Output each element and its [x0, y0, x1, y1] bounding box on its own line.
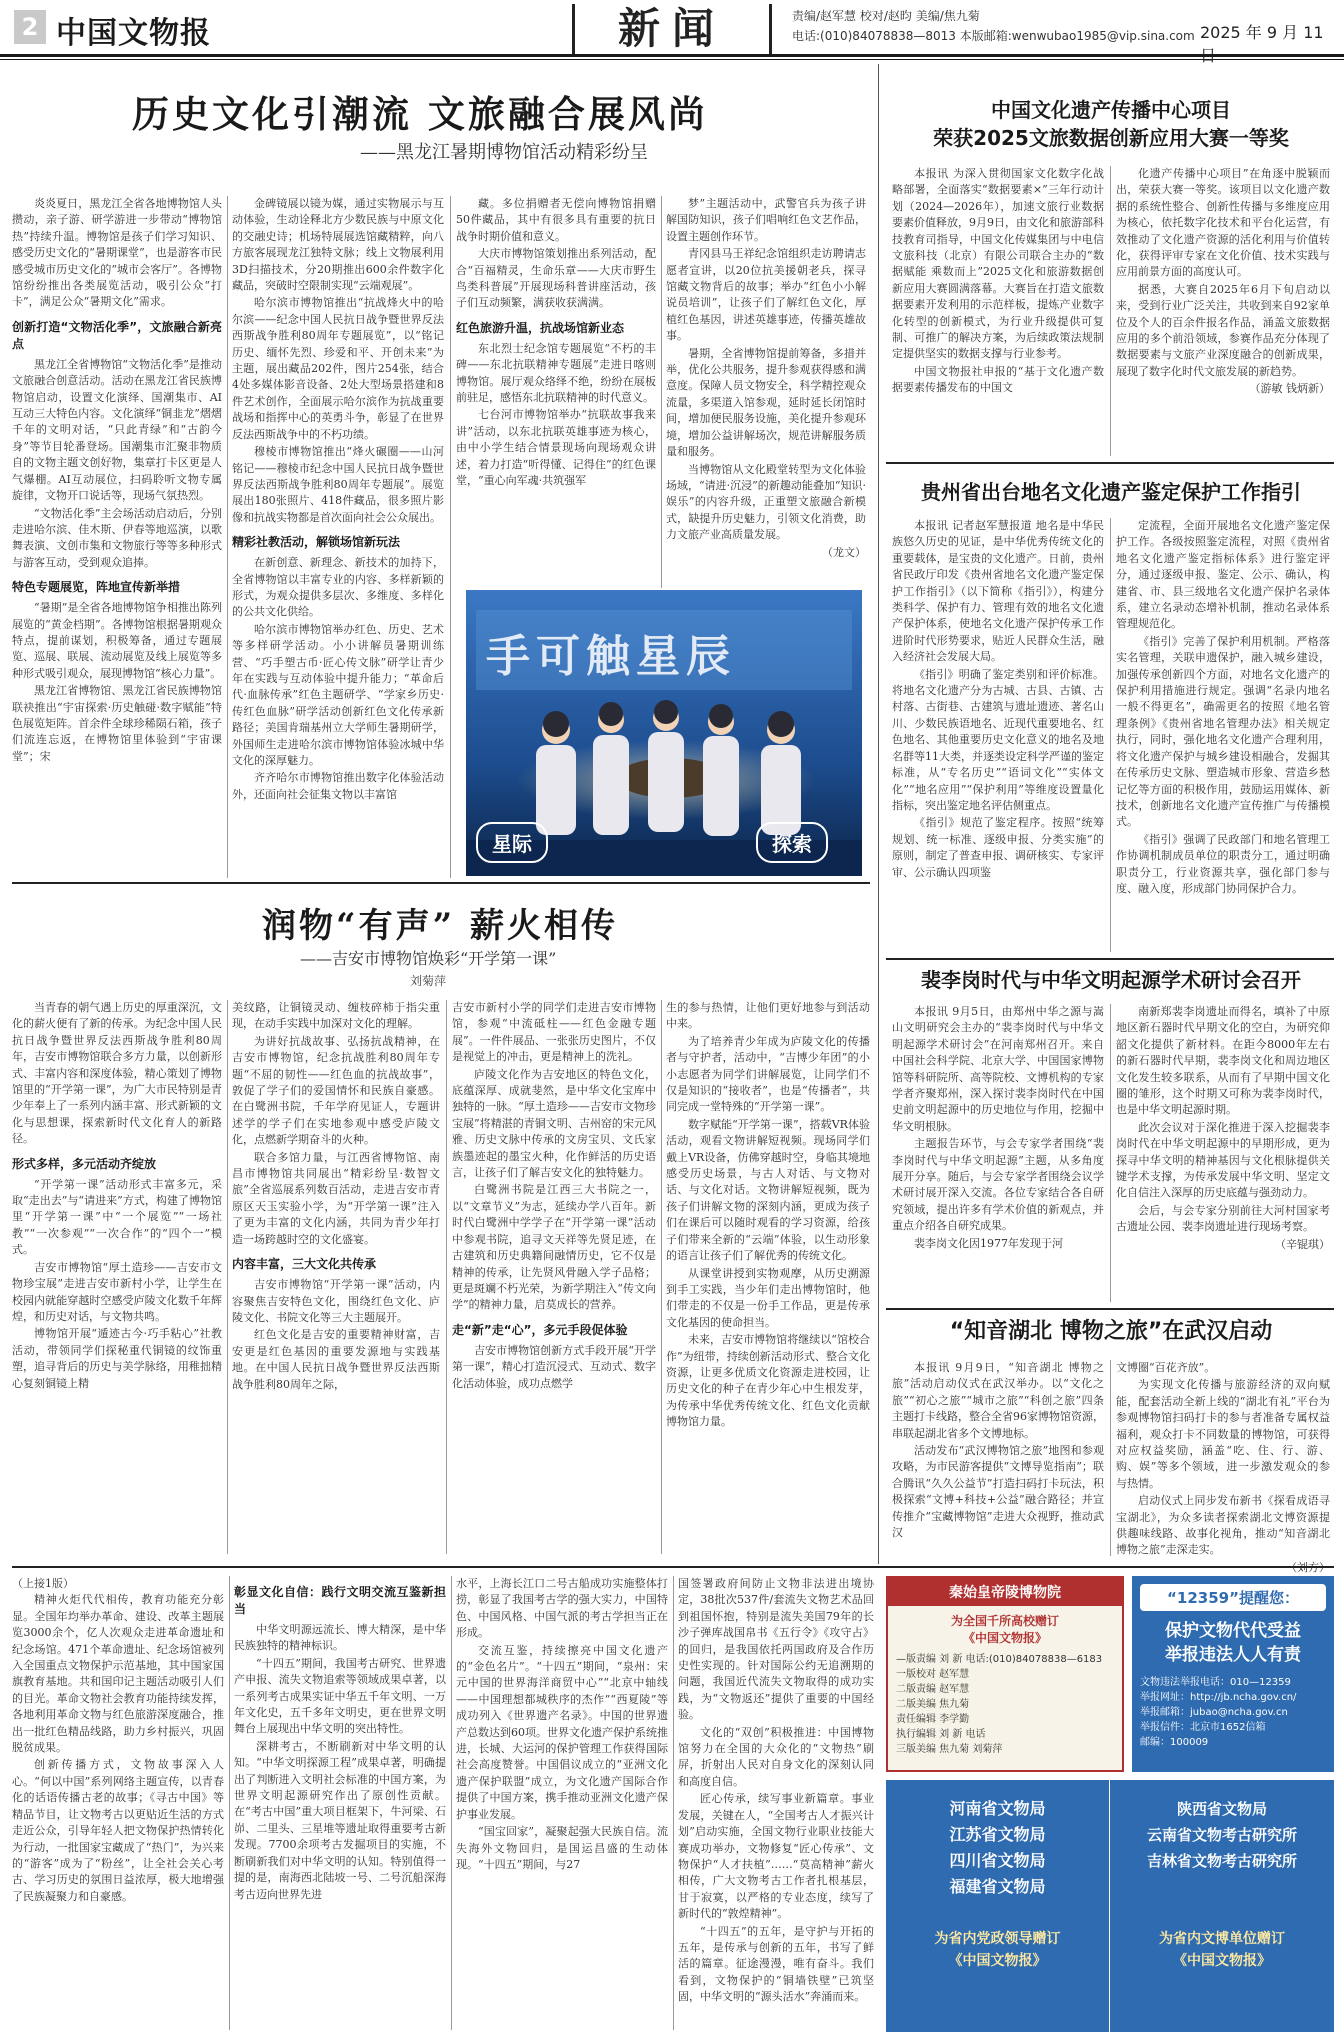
- column-divider: [673, 1576, 674, 2030]
- paragraph: “十四五”期间，我国考古研究、世界遗产申报、流失文物追索等领域成果卓著，以一系列考古成果实证中华五千年文明、一万年文化史，五千多年文明史，更在世界文明舞台上展现出中华文明的突出特性。: [234, 1656, 446, 1736]
- paragraph: 本报讯 9月9日，“知音湖北 博物之旅”活动启动仪式在武汉举办。以“文化之旅”“初心之旅”“城市之旅”“科创之旅”四条主题打卡线路，整合全省96家博物馆资源，串联起湖北省多个文博地标。: [892, 1361, 1104, 1440]
- column-divider: [1110, 166, 1111, 456]
- column-divider: [229, 1576, 230, 2030]
- paragraph: 据悉，大赛自2025年6月下旬启动以来，受到行业广泛关注，共收到来自92家单位及个人的百余件报名作品，涌盖文旅数据应用的多个前沿领域，参赛作品充分体现了数据要素与文旅产业深度融合的创新成果，展现了数字化时代文旅发展的新趋势。: [1116, 282, 1330, 378]
- article4-author: （辛锟琪）: [1275, 1237, 1330, 1251]
- paragraph: 为讲好抗战故事、弘扬抗战精神，在吉安市博物馆，纪念抗战胜利80周年专题“不屈的韧性——红色血的抗战故事”，敦促了学子们的爱国情怀和民族自豪感。在白鹭洲书院，千年学府见证人，专题讲述学的学子们在实地参观中感受庐陵文化，点燃新学期奋斗的火种。: [232, 1034, 440, 1147]
- article-separator: [886, 462, 1334, 464]
- continued-note: （上接1版）: [12, 1577, 74, 1590]
- photo-sign-text: 手可触星辰: [486, 631, 736, 682]
- ad-museum-subtitle: 为全国千所高校赠订: [950, 1614, 1059, 1628]
- column-divider: [1110, 1360, 1111, 1556]
- article5-author: [1116, 1560, 1330, 1576]
- bureau-name: 吉林省文物考古研究所: [1146, 1852, 1297, 1870]
- paragraph: 文博圈“百花齐放”。: [1116, 1361, 1216, 1374]
- paragraph: 精神火炬代代相传，教育功能充分彰显。全国年均举办革命、建设、改革主题展览3000余个，亿人次观众走进革命遗址和纪念场馆。471个革命遗址、纪念场馆被列入全国重点文物保护示范基地，其中国家国旗教育基地。共和国印记主题活动吸引人们的目光。革命文物社会教育功能持续发挥，各地利用革命文物与红色旅游深度融合，推出一批红色精品线路，助力乡村振兴，巩固脱贫成果。: [12, 1593, 224, 1755]
- article1-author: （龙文）: [822, 545, 866, 559]
- article6-subhead-2: 内容丰富，三大文化共传承: [232, 1257, 377, 1272]
- paragraph: 在新创意、新理念、新技术的加持下，全省博物馆以丰富专业的内容、多样新颖的形式，为观众提供多层次、多维度、多样化的公共文化供给。: [232, 556, 444, 619]
- article7-col2: [234, 1576, 446, 2032]
- article1-subhead-4: 红色旅游升温，抗战场馆新业态: [456, 320, 625, 335]
- column-divider: [227, 1000, 228, 1554]
- bureau-name: 江苏省文物局: [949, 1825, 1046, 1844]
- ad-museum-subtitle2: 《中国文物报》: [962, 1631, 1047, 1645]
- article1-subhead-2: 特色专题展览，阵地宣传新举措: [12, 580, 181, 595]
- exhibition-photo: [466, 590, 862, 876]
- paragraph: 白鹭洲书院是江西三大书院之一，以“文章节义”为志，延续办学八百年。新时代白鹭洲中学学子在“开学第一课”活动中参观书院，追寻文天祥等先贤足迹，在古建筑和历史典籍间融情历史，它不仅是精神的传承，让先贤风骨融入学子品格；更是斑斓不朽光荣，为新学期注入“传文向学”的精神力量，启莫成长的营养。: [452, 1183, 656, 1312]
- staff-line: 责任编辑 李学勤: [896, 1714, 970, 1725]
- paragraph: 齐齐哈尔市博物馆推出数字化体验活动外，还面向社会征集文物以丰富馆: [232, 771, 444, 801]
- paragraph: 从课堂讲授到实物观摩，从历史溯源到手工实践，当少年们走出博物馆时，他们带走的不仅是一份手工作品，更是传承文化基因的使命担当。: [666, 1266, 870, 1329]
- paragraph: “暑期”是全省各地博物馆争相推出陈列展览的“黄金档期”。各博物馆根据暑期观众特点，提前谋划，积极筹备，通过专题展览、巡展、联展、流动展览及线上展览等多种形式吸引观众，展现博物馆“核心力量”。: [12, 601, 222, 680]
- staff-line: 一版校对 赵军慧: [896, 1669, 970, 1680]
- paragraph: 此次会议对于深化推进于深入挖掘裴李岗时代在中华文明起源中的早期形成，更为探寻中华文明的精神基因与文化根脉提供关键学术支撑，为传承发展中华文明、坚定文化自信注入深厚的历史底蕴与强劲动力。: [1116, 1120, 1330, 1200]
- page-number: 2: [14, 10, 46, 44]
- contact-line: 举报信件：北京市1652信箱: [1140, 1722, 1266, 1733]
- column-divider: [446, 1000, 447, 1554]
- ad-hotline-title: “12359”提醒您：: [1140, 1584, 1326, 1611]
- paragraph: 创新传播方式，文物故事深入人心。“何以中国”系列网络主题宣传，以青春化的话语传播古老的故事；《寻古中国》等精品节目，让文物考古以更贴近生活的方式走近公众，引导年轻人把文物保护热情转化为行动，一批国家宝藏成了“热门”，为兴来的“游客”成为了“粉丝”，让全社会关心考古、学习历史的氛围日益浓厚，极大地增强了民族凝聚力和自豪感。: [12, 1758, 224, 1903]
- contact-line: 邮编：100009: [1140, 1737, 1209, 1748]
- article6-subhead-3: 走“新”走“心”，多元手段促体验: [452, 1322, 628, 1337]
- article6-author: 刘菊萍: [410, 974, 447, 988]
- article3-col2: [1116, 518, 1330, 954]
- article-separator: [12, 882, 870, 884]
- paragraph: 生的参与热情，让他们更好地参与到活动中来。: [666, 1001, 870, 1031]
- paragraph: 当博物馆从文化殿堂转型为文化体验场域，“请进·沉浸”的新趣动能叠加“知识·娱乐”的内容升级，正重塑文旅融合新模式，缺提升历史魅力，引领文化消费，助力文旅产业高质量发展。: [666, 462, 866, 542]
- paragraph: 未来，吉安市博物馆将继续以“馆校合作”为纽带，持续创新活动形式、整合文化资源，让更多优质文化资源走进校园，让历史文化的种子在青少年心中生根发芽，为传承中华优秀传统文化、红色文化贡献博物馆力量。: [666, 1333, 870, 1429]
- paragraph: “国宝回家”，凝聚起强大民族自信。流失海外文物回归，是国运昌盛的生动体现。“十四五”期间，与27: [456, 1825, 668, 1871]
- paragraph: 金碑镜展以镜为媒，通过实物展示与互动体验，生动诠释北方少数民族与中原文化的交融史诗；机场特展展选馆藏精粹，向八方旅客展现龙江独特文脉；线上文物展利用3D扫描技术，分20期推出600余件数字化藏品，突破时空限制实现“云端观展”。: [232, 197, 444, 293]
- paragraph: 数字赋能“开学第一课”，搭载VR体验活动，观看文物讲解短视频。现场同学们戴上VR设备，仿佛穿越时空，身临其境地感受历史场景，与古人对话、与文物对话、与文化对话。文物讲解短视频，既为孩子们讲解文物的深刻内涵，更成为孩子们在课后可以随时观看的学习资源，给孩子们带来全新的“云端”体验，以生动形象的语言让孩子们了解优秀的传统文化。: [666, 1117, 870, 1263]
- paragraph: 本报讯 9月5日，由郑州中华之源与嵩山文明研究会主办的“裴李岗时代与中华文明起源学术研讨会”在河南郑州召开。来自中国社会科学院、北京大学、中国国家博物馆等科研院所、高等院校、文博机构的专家学者齐聚郑州，深入探讨裴李岗时代在中国史前文明起源中的历史地位与作用，挖掘中华文明根脉。: [892, 1005, 1104, 1133]
- bureau-name: 陕西省文物局: [1176, 1800, 1267, 1818]
- paragraph: 为了培养青少年成为庐陵文化的传播者与守护者，活动中，“吉博少年团”的小小志愿者为同学们讲解展览，让同学们不仅是知识的“接收者”，也是“传播者”，共同完成一堂特殊的“开学第一课”。: [666, 1034, 870, 1114]
- bureau-name: 云南省文物考古研究所: [1146, 1826, 1297, 1844]
- article5-col2: [1116, 1360, 1330, 1560]
- ad-caption-right: 为省内文博单位赠订 《中国文物报》: [1159, 1931, 1285, 1969]
- article1-col1: [12, 196, 222, 996]
- article7-col4: [678, 1576, 874, 2032]
- article1-col2: [232, 196, 444, 878]
- photo-chip-right: 探索: [756, 822, 828, 863]
- paragraph: 中华文明源远流长、博大精深，是中华民族独特的精神标识。: [234, 1623, 446, 1653]
- paragraph: 启动仪式上同步发布新书《探看成语寻宝湖北》，为众多读者探索湖北文博资源提供趣味线路、故事化视角，推动“知音湖北 博物之旅”走深走实。: [1116, 1494, 1330, 1557]
- paragraph: 庐陵文化作为吉安地区的特色文化，底蕴深厚、成就斐然，是中华文化宝库中独特的一脉。“厚土造珍——吉安市文物珍宝展”将精湛的青铜文明、吉州窑的宋元风雅、历史文脉中传承的文房宝贝、文氏家族墨迹起的墨宝火种，化作鲜活的历史语言，让孩子们了解吉安文化的独特魅力。: [452, 1067, 656, 1180]
- bureau-list-right: [1110, 1780, 1334, 1874]
- paragraph: 《指引》明确了鉴定类别和评价标准。将地名文化遗产分为古城、古县、古镇、古村落、古街巷、古建筑与遗址遗迹、著名山川、少数民族语地名、近现代重要地名、红色地名、其他重要历史文化意义的地名及地名群等11大类，并逐类设定科学严谨的鉴定标准，从“专名历史”“语词文化”“实体文化”“地名应用”“保护利用”等维度设置量化指标，突出鉴定地名评估侧重点。: [892, 667, 1104, 812]
- article3-col1: [892, 518, 1104, 954]
- paragraph: 黑龙江省博物馆、黑龙江省民族博物馆联袂推出“宇宙探索·历史触碰·数字赋能”特色展览矩阵。首余件全球珍稀陨石箱，孩子们流连忘返，在博物馆里体验到“宇宙课堂”；宋: [12, 684, 222, 763]
- staff-line: 二版责编 赵军慧: [896, 1684, 970, 1695]
- issue-date: 2025 年 9 月 11: [1200, 23, 1324, 42]
- column-divider: [450, 196, 451, 878]
- paragraph: 梦”主题活动中，武警官兵为孩子讲解国防知识，孩子们唱响红色文艺作品，设置主题创作环节。: [666, 197, 866, 243]
- article1-col4: [666, 196, 866, 586]
- article6-subhead-1: 形式多样，多元活动齐绽放: [12, 1156, 157, 1171]
- article6-subheadline: ——吉安市博物馆焕彩“开学第一课”: [300, 949, 557, 968]
- paragraph: 青冈县马王祥纪念馆组织走访聘请志愿者宣讲，以20位抗美援朝老兵，探寻馆藏文物背后的故事；举办“红色小小解说员培训”，让孩子们了解红色文化，厚植红色基因，讲述英雄事迹，传播英雄故事。: [666, 247, 866, 343]
- article2-col2: [1116, 166, 1330, 458]
- ad-subscribers-right: [1110, 1780, 1334, 2032]
- article-separator: [12, 1566, 1334, 1568]
- column-divider: [451, 1576, 452, 2030]
- paragraph: 红色文化是吉安的重要精神财富，吉安更是红色基因的重要发源地与实践基地。在中国人民抗日战争暨世界反法西斯战争胜利80周年之际，: [232, 1328, 440, 1391]
- paragraph: 联合多馆力量，与江西省博物馆、南昌市博物馆共同展出“精彩纷呈·数智文旅”全省巡展系列数百活动，走进吉安市青原区天玉实验小学，为“开学第一课”注入了更为丰富的文化内涵，共同为青少年打造一场跨越时空的文化盛宴。: [232, 1150, 440, 1246]
- article1-subhead-1: 创新打造“文物活化季”，文旅融合新亮点: [12, 319, 222, 351]
- bureau-name: 福建省文物局: [949, 1877, 1046, 1896]
- bureau-name: 河南省文物局: [949, 1799, 1046, 1818]
- paragraph: 吉安市新村小学的同学们走进吉安市博物馆，参观“中流砥柱——红色金融专题展”。一件件展品、一张张历史图片，不仅是视觉上的冲击，更是精神上的洗礼。: [452, 1001, 656, 1064]
- paragraph: 吉安市博物馆“开学第一课”活动，内容聚焦吉安特色文化，围绕红色文化、庐陵文化、书院文化等三大主题展开。: [232, 1278, 440, 1324]
- paragraph: 大庆市博物馆策划推出系列活动，配合“百福精灵，生命乐章——大庆市野生鸟类科普展”开展现场科普讲座活动，孩子们互动频繁，满获收获满满。: [456, 247, 656, 310]
- paragraph: “文物活化季”主会场活动启动后，分别走进哈尔滨、佳木斯、伊春等地巡演，以歌舞表演、文创市集和文物旅行等等多种形式与游客互动，受到观众追捧。: [12, 506, 222, 569]
- column-divider: [661, 1000, 662, 1554]
- column-divider: [227, 196, 228, 878]
- paragraph: “开学第一课”活动形式丰富多元，采取“走出去”与“请进来”方式，构建了博物馆里“开学第一课”中“一个展览”“一场社教”“一次参观”“一次合作”的“四个一”模式。: [12, 1177, 222, 1257]
- article-separator: [886, 1308, 1334, 1310]
- article6-col1: [12, 1000, 222, 1556]
- article1-subhead-3: 精彩社教活动，解锁场馆新玩法: [232, 535, 401, 550]
- paragraph: 文化的“双创”积极推进：中国博物馆努力在全国的大众化的“文物热”刷屏，折射出人民对自身文化的深刻认同和高度自信。: [678, 1725, 874, 1788]
- article4-headline: 裴李岗时代与中华文明起源学术研讨会召开: [921, 968, 1301, 992]
- paragraph: 本报讯 记者赵军慧报道 地名是中华民族悠久历史的见证，是中华优秀传统文化的重要载体，是宝贵的文化遗产。日前，贵州省民政厅印发《贵州省地名文化遗产鉴定保护工作指引》（以下简称《指引》），构建分类科学、保护有力、管理有效的地名文化遗产保护体系，使地名文化遗产保护传承工作进阶时代形势要求，贴近人民群众生活，融入经济社会发展大局。: [892, 519, 1104, 664]
- article6-col4: [666, 1000, 870, 1556]
- article7-col3: [456, 1576, 668, 2032]
- ad-caption-left: 为省内党政领导赠订 《中国文物报》: [934, 1931, 1061, 1969]
- article6-col3: [452, 1000, 656, 1556]
- article1-headline: 历史文化引潮流 文旅融合展风尚: [132, 92, 708, 136]
- staff-line: —版责编 刘 新 电话:(010)84078838—6183: [896, 1654, 1103, 1665]
- article1-subheadline: ——黑龙江暑期博物馆活动精彩纷呈: [360, 142, 648, 163]
- staff-line: 三版美编 焦九菊 刘菊萍: [896, 1744, 1003, 1755]
- ad-subscribers-left: [886, 1780, 1110, 2032]
- column-divider: [1110, 518, 1111, 952]
- article-separator: [886, 958, 1334, 960]
- paragraph: 为实现文化传播与旅游经济的双向赋能，配套活动全新上线的“湖北有礼”平台为参观博物馆扫码打卡的参与者准备专属权益福利，观众打卡不同数量的博物馆，可获得对应权益奖励，涵盖“吃、住、行、游、购、娱”等多个领域，进一步激发观众的参与热情。: [1116, 1378, 1330, 1490]
- bureau-name: 四川省文物局: [949, 1851, 1046, 1870]
- ad-museum-staff-list: [888, 1652, 1122, 1757]
- paragraph: 活动发布“武汉博物馆之旅”地图和参观攻略，为市民游客提供“文博导览指南”；联合腾讯“久久公益节”打造扫码打卡玩法，积极探索“文博+科技+公益”融合路径；并宣传推介“宝藏博物馆”走进大众视野，推动武汉: [892, 1444, 1104, 1540]
- paragraph: 定流程，全面开展地名文化遗产鉴定保护工作。各级按照鉴定流程，对照《贵州省地名文化遗产鉴定指标体系》进行鉴定评分，通过逐级申报、鉴定、公示、确认，构建省、市、县三级地名文化遗产保护名录体系，建立名录动态增补机制，推动名录体系管理规范化。: [1116, 519, 1330, 631]
- paragraph: 交流互鉴，持续擦亮中国文化遗产的“金色名片”。“十四五”期间，“泉州：宋元中国的世界海洋商贸中心”“北京中轴线——中国理想都城秩序的杰作”“西夏陵”等成功列入《世界遗产名录》。中国的世界遗产总数达到60项。世界文化遗产保护系统推进，长城、大运河的保护管理工作获得国际社会高度赞誉。中国倡议成立的“亚洲文化遗产保护联盟”成立，为文化遗产国际合作提供了中国方案，携手推动亚洲文化遗产保护事业发展。: [456, 1643, 668, 1821]
- column-divider: [661, 196, 662, 588]
- ad-hotline-headline: 保护文物代代受益 举报违法人人有责: [1165, 1621, 1301, 1665]
- paragraph: 化遗产传播中心项目”在角逐中脱颖而出，荣获大赛一等奖。该项目以文化遗产数据的系统性整合、创新性传播与多维度应用为核心，依托数字化技术和平台化运营，有效推动了文化遗产资源的活化利用与价值转化，获得评审专家在文化价值、技术实践与应用前景方面的高度认可。: [1116, 167, 1330, 279]
- paragraph: 美纹路，让铜镜灵动、缠枝碎柿于指尖重现，在动手实践中加深对文化的理解。: [232, 1001, 440, 1031]
- paragraph: 匠心传承，续写事业新篇章。事业发展，关键在人，“全国考古人才振兴计划”启动实施，全国文物行业职业技能大赛成功举办，文物修复“匠心传承”、文物保护“人才扶植”……“莫高精神”薪火相传，广大文物考古工作者扎根基层，甘于寂寞，以严格的专业态度，续写了新时代的“敦煌精神”。: [678, 1792, 874, 1921]
- paragraph: 黑龙江全省博物馆“文物活化季”是推动文旅融合创意活动。活动在黑龙江省民族博物馆启动，设置文化演绎、国潮集市、AI互动三大特色内容。文化演绎“铜韭龙”熠熠千年的文明对话，“只此青绿”和“古韵今身”等节目轮番登场。国潮集市汇聚非物质自的文物主题文创好物，集章打卡区更是人气爆棚。AI互动展位，扫码聆听文物专属旋律，文物开口说话等，现场气氛热烈。: [12, 357, 222, 503]
- article2-col1: [892, 166, 1104, 458]
- paragraph: 《指引》完善了保护利用机制。严格落实名管理，关联申遗保护，融入城乡建设，加强传承创新四个方面，对地名文化遗产的保护利用措施进行规定。强调“名录内地名一般不得更名”，确需更名的按照《地名管理条例》《贵州省地名管理办法》相关规定执行，同时，强化地名文化遗产合理利用，将文化遗产保护与城乡建设相融合，发掘其在传承历史文脉、塑造城市形象、营造乡愁记忆等方面的积极作用，鼓励运用媒体、新技术，创新地名文化遗产宣传推广与传播模式。: [1116, 634, 1330, 829]
- paragraph: 当青春的朝气遇上历史的厚重深沉，文化的薪火便有了新的传承。为纪念中国人民抗日战争暨世界反法西斯战争胜利80周年，吉安市博物馆联合多方力量，以创新形式、丰富内容和深度体验，精心策划了博物馆里的“开学第一课”，为广大市民特别是青少年奉上了一系列内涵丰富、形式新颖的文化与思想课，探索新时代文化育人的新路径。: [12, 1001, 222, 1146]
- paragraph: 穆棱市博物馆推出“烽火碾圈——山河铭记——穆棱市纪念中国人民抗日战争暨世界反法西斯战争胜利80周年专题展”。展览展出180张照片、418件藏品，很多照片影像和抗战实物都是首次面向社会公众展出。: [232, 445, 444, 524]
- contact-line: 举报邮箱：jubao@ncha.gov.cn: [1140, 1707, 1288, 1718]
- article4-col2: [1116, 1004, 1330, 1304]
- header-rule: [0, 54, 1344, 57]
- section-title: 新闻: [572, 4, 772, 54]
- contact-line: 文物违法举报电话：010—12359: [1140, 1677, 1291, 1688]
- header-rule-thin: [0, 59, 1344, 60]
- bureau-list-left: [886, 1780, 1109, 1900]
- paragraph: 裴李岗文化因1977年发现于河: [914, 1236, 1063, 1250]
- paragraph: 七台河市博物馆举办“抗联故事我来讲”活动，以东北抗联英雄事迹为核心，由中小学生结合情景现场向现场观众讲述，着力打造“听得懂、记得住”的红色课堂，“重心向军魂·共筑强军: [456, 408, 656, 488]
- article4-col1: [892, 1004, 1104, 1304]
- paragraph: 主题报告环节，与会专家学者围绕“裴李岗时代与中华文明起源”主题，从多角度展开分享。随后，与会专家学者围绕会议学术研讨展开深入交流。各位专家结合各自研究领域，提出许多有学术价值的新观点，并重点介绍各自研究成果。: [892, 1137, 1104, 1233]
- paragraph: 哈尔滨市博物馆举办红色、历史、艺术等多样研学活动。小小讲解员暑期训练营、“巧手塑古币·匠心传文脉”研学让青少年在实践与互动体验中提升能力；“革命后代·血脉传承”红色主题研学、“学家乡历史·传红色血脉”研学活动创新红色文化传承新路径；美国肯瑞基州立大学师生暑期研学，外国师生走进哈尔滨市博物馆体验冰城中华文化的深厚魅力。: [232, 622, 444, 767]
- credits-contact: 电话:(010)84078838—8013 本版邮箱:wenwubao1985@vip.sina.com: [792, 29, 1195, 43]
- staff-line: 执行编辑 刘 新 电话: [896, 1729, 986, 1740]
- ad-subscribers: [886, 1780, 1334, 2032]
- paragraph: 《指引》强调了民政部门和地名管理工作协调机制成员单位的职责分工，通过明确职责分工，行业资源共享，强化部门参与度、融入度，形成部门协同保护合力。: [1116, 832, 1330, 895]
- ad-museum-title: 秦始皇帝陵博物院: [888, 1578, 1122, 1606]
- paragraph: 会后，与会专家分别前往大河村国家考古遗址公园、裴李岗遗址进行现场考察。: [1116, 1203, 1330, 1234]
- newspaper-logo: 中国文物报: [56, 16, 211, 51]
- article2-headline: 中国文化遗产传播中心项目 荣获2025文旅数据创新应用大赛一等奖: [933, 98, 1289, 150]
- ad-hotline-contact-list: [1140, 1675, 1326, 1750]
- paragraph: 国签署政府间防止文物非法进出境协定，38批次537件/套流失文物艺术品回到祖国怀抱，特别是流失美国79年的长沙子弹库战国帛书《五行令》《攻守占》的回归，是我国依托两国政府及合作历史性实现的。针对国际公约无追溯期的问题，我国近代流失文物取得的成功实践，为“文物返还”提供了重要的中国经验。: [678, 1577, 874, 1722]
- paragraph: 中国文物报社申报的“基于文化遗产数据要素传播发布的中国文: [892, 364, 1104, 395]
- paragraph: 藏。多位捐赠者无偿向博物馆捐赠50件藏品，其中有很多具有重要的抗日战争时期价值和意义。: [456, 197, 656, 243]
- paragraph: 本报讯 为深入贯彻国家文化数字化战略部署，全面落实“数据要素×”三年行动计划（2024—2026年），加速文旅行业数据要素价值释放，9月9日，由文化和旅游部科技教育司指导，中国文化传媒集团与中电信文旅科技（北京）有限公司联合主办的“数据赋能 乘数而上”2025文化和旅游数据创新应用大赛圆满落幕。大赛旨在打造文旅数据要素开发利用的示范样板，提炼产业数字化转型的创新模式，为行业升级提供可复制、可推广的解决方案，为后续政策法规制定提供坚实的数据支撑与行业参考。: [892, 167, 1104, 361]
- article3-headline: 贵州省出台地名文化遗产鉴定保护工作指引: [921, 480, 1301, 504]
- paragraph: 水平，上海长江口二号古船成功实施整体打捞，彰显了我国考古学的强大实力，中国特色、中国风格、中国气派的考古学担当正在形成。: [456, 1577, 668, 1640]
- article5-col1: [892, 1360, 1104, 1560]
- paragraph: 哈尔滨市博物馆推出“抗战烽火中的哈尔滨——纪念中国人民抗日战争暨世界反法西斯战争胜利80周年专题展览”，以“铭记历史、缅怀先烈、珍爱和平、开创未来”为主题，展出藏品202件，图片254张，结合4处多媒体影音设备、2处大型场景搭建和8件艺术创作，全面展示哈尔滨作为抗战重要战场和指挥中心的英勇斗争，彰显了在世界反法西斯战争中的不朽功绩。: [232, 296, 444, 441]
- article7-subhead: 彰显文化自信：践行文明交流互鉴新担当: [234, 1585, 446, 1616]
- paragraph: 东北烈士纪念馆专题展览“不朽的丰碑——东北抗联精神专题展”走进日喀则博物馆。展厅观众络绎不绝，纷纷在展板前驻足，感悟东北抗联精神的时代意义。: [456, 341, 656, 405]
- paragraph: 《指引》规范了鉴定程序。按照“统筹规划、统一标准、逐级申报、分类实施”的原则，制定了普查申报、调研核实、专家评审、公示确认四项鉴: [892, 816, 1104, 879]
- article2-author: （游敏 钱炳新）: [1249, 382, 1330, 396]
- credits: [792, 6, 1195, 46]
- paragraph: 博物馆开展“遁迹古今·巧手粘心”社教活动，带领同学们探秘重代铜镜的纹饰重塑，追寻背后的历史与美学脉络，用稚拙精心复刻铜镜上精: [12, 1327, 222, 1390]
- column-divider: [1110, 1004, 1111, 1302]
- article6-headline: 润物“有声” 薪火相传: [262, 906, 618, 946]
- paragraph: 深耕考古，不断刷新对中华文明的认知。“中华文明探源工程”成果卓著，明确提出了判断进入文明社会标准的中国方案，为世界文明起源研究作出了原创性贡献。在“考古中国”重大项目框架下，牛河梁、石峁、二里头、三星堆等遗址取得重要考古新发现。7700余项考古发掘项目的实施，不断刷新我们对中华文明的认知。特别值得一提的是，南海西北陆坡一号、二号沉船深海考古迈向世界先进: [234, 1739, 446, 1901]
- ad-terracotta-museum: [886, 1576, 1124, 1772]
- contact-line: 举报网址：http://jb.ncha.gov.cn/: [1140, 1692, 1297, 1703]
- paragraph: 暑期，全省博物馆提前筹备，多措并举，优化公共服务，提升参观获得感和满意度。保障人员文物安全，科学精控观众流量，多渠道入馆参观，延时延长闭馆时间，增加便民服务设施，美化提升参观环境，增加公益讲解场次，规范讲解服务质量和服务。: [666, 346, 866, 459]
- article1-col3: [456, 196, 656, 586]
- article7-col1: [12, 1576, 224, 2032]
- staff-line: 二版美编 焦九菊: [896, 1699, 970, 1710]
- credits-editors: 责编/赵军慧 校对/赵昀 美编/焦九菊: [792, 9, 980, 23]
- photo-chip-left: 星际: [476, 822, 548, 863]
- paragraph: 吉安市博物馆“厚土造珍——吉安市文物珍宝展”走进吉安市新村小学，让学生在校园内就能穿越时空感受庐陵文化数千年辉煌，和历史对话，与文物共鸣。: [12, 1260, 222, 1323]
- paragraph: 南新郑裴李岗遗址而得名，填补了中原地区新石器时代早期文化的空白，为研究仰韶文化提供了新材料。在距今8000年左右的新石器时代早期，裴李岗文化和周边地区文化发生较多联系，从而有了早期中国文化圈的雏形，这个时期又可称为裴李岗时代，也是中华文明起源时期。: [1116, 1005, 1330, 1117]
- paragraph: 炎炎夏日，黑龙江全省各地博物馆人头攒动，亲子游、研学游进一步带动“博物馆热”持续升温。博物馆是孩子们学习知识、感受历史文化的“暑期课堂”，也是游客市民感受城市历史文化的“城市会客厅”。各博物馆纷纷推出各类展览活动，吸引公众“打卡”，满足公众“暑期文化”需求。: [12, 197, 222, 309]
- paragraph: “十四五”的五年，是守护与开拓的五年，是传承与创新的五年，书写了鲜活的篇章。征途漫漫，唯有奋斗。我们看到，文物保护的“铜墙铁壁”已筑坚固，中华文明的“源头活水”奔涌而来。: [678, 1924, 874, 2004]
- article5-headline: “知音湖北 博物之旅”在武汉启动: [949, 1319, 1273, 1344]
- ad-hotline: [1132, 1576, 1334, 1772]
- article6-col2: [232, 1000, 440, 1556]
- section-divider: [878, 64, 879, 1564]
- paragraph: 吉安市博物馆创新方式手段开展“开学第一课”，精心打造沉浸式、互动式、数字化活动体验，成功点燃学: [452, 1343, 656, 1390]
